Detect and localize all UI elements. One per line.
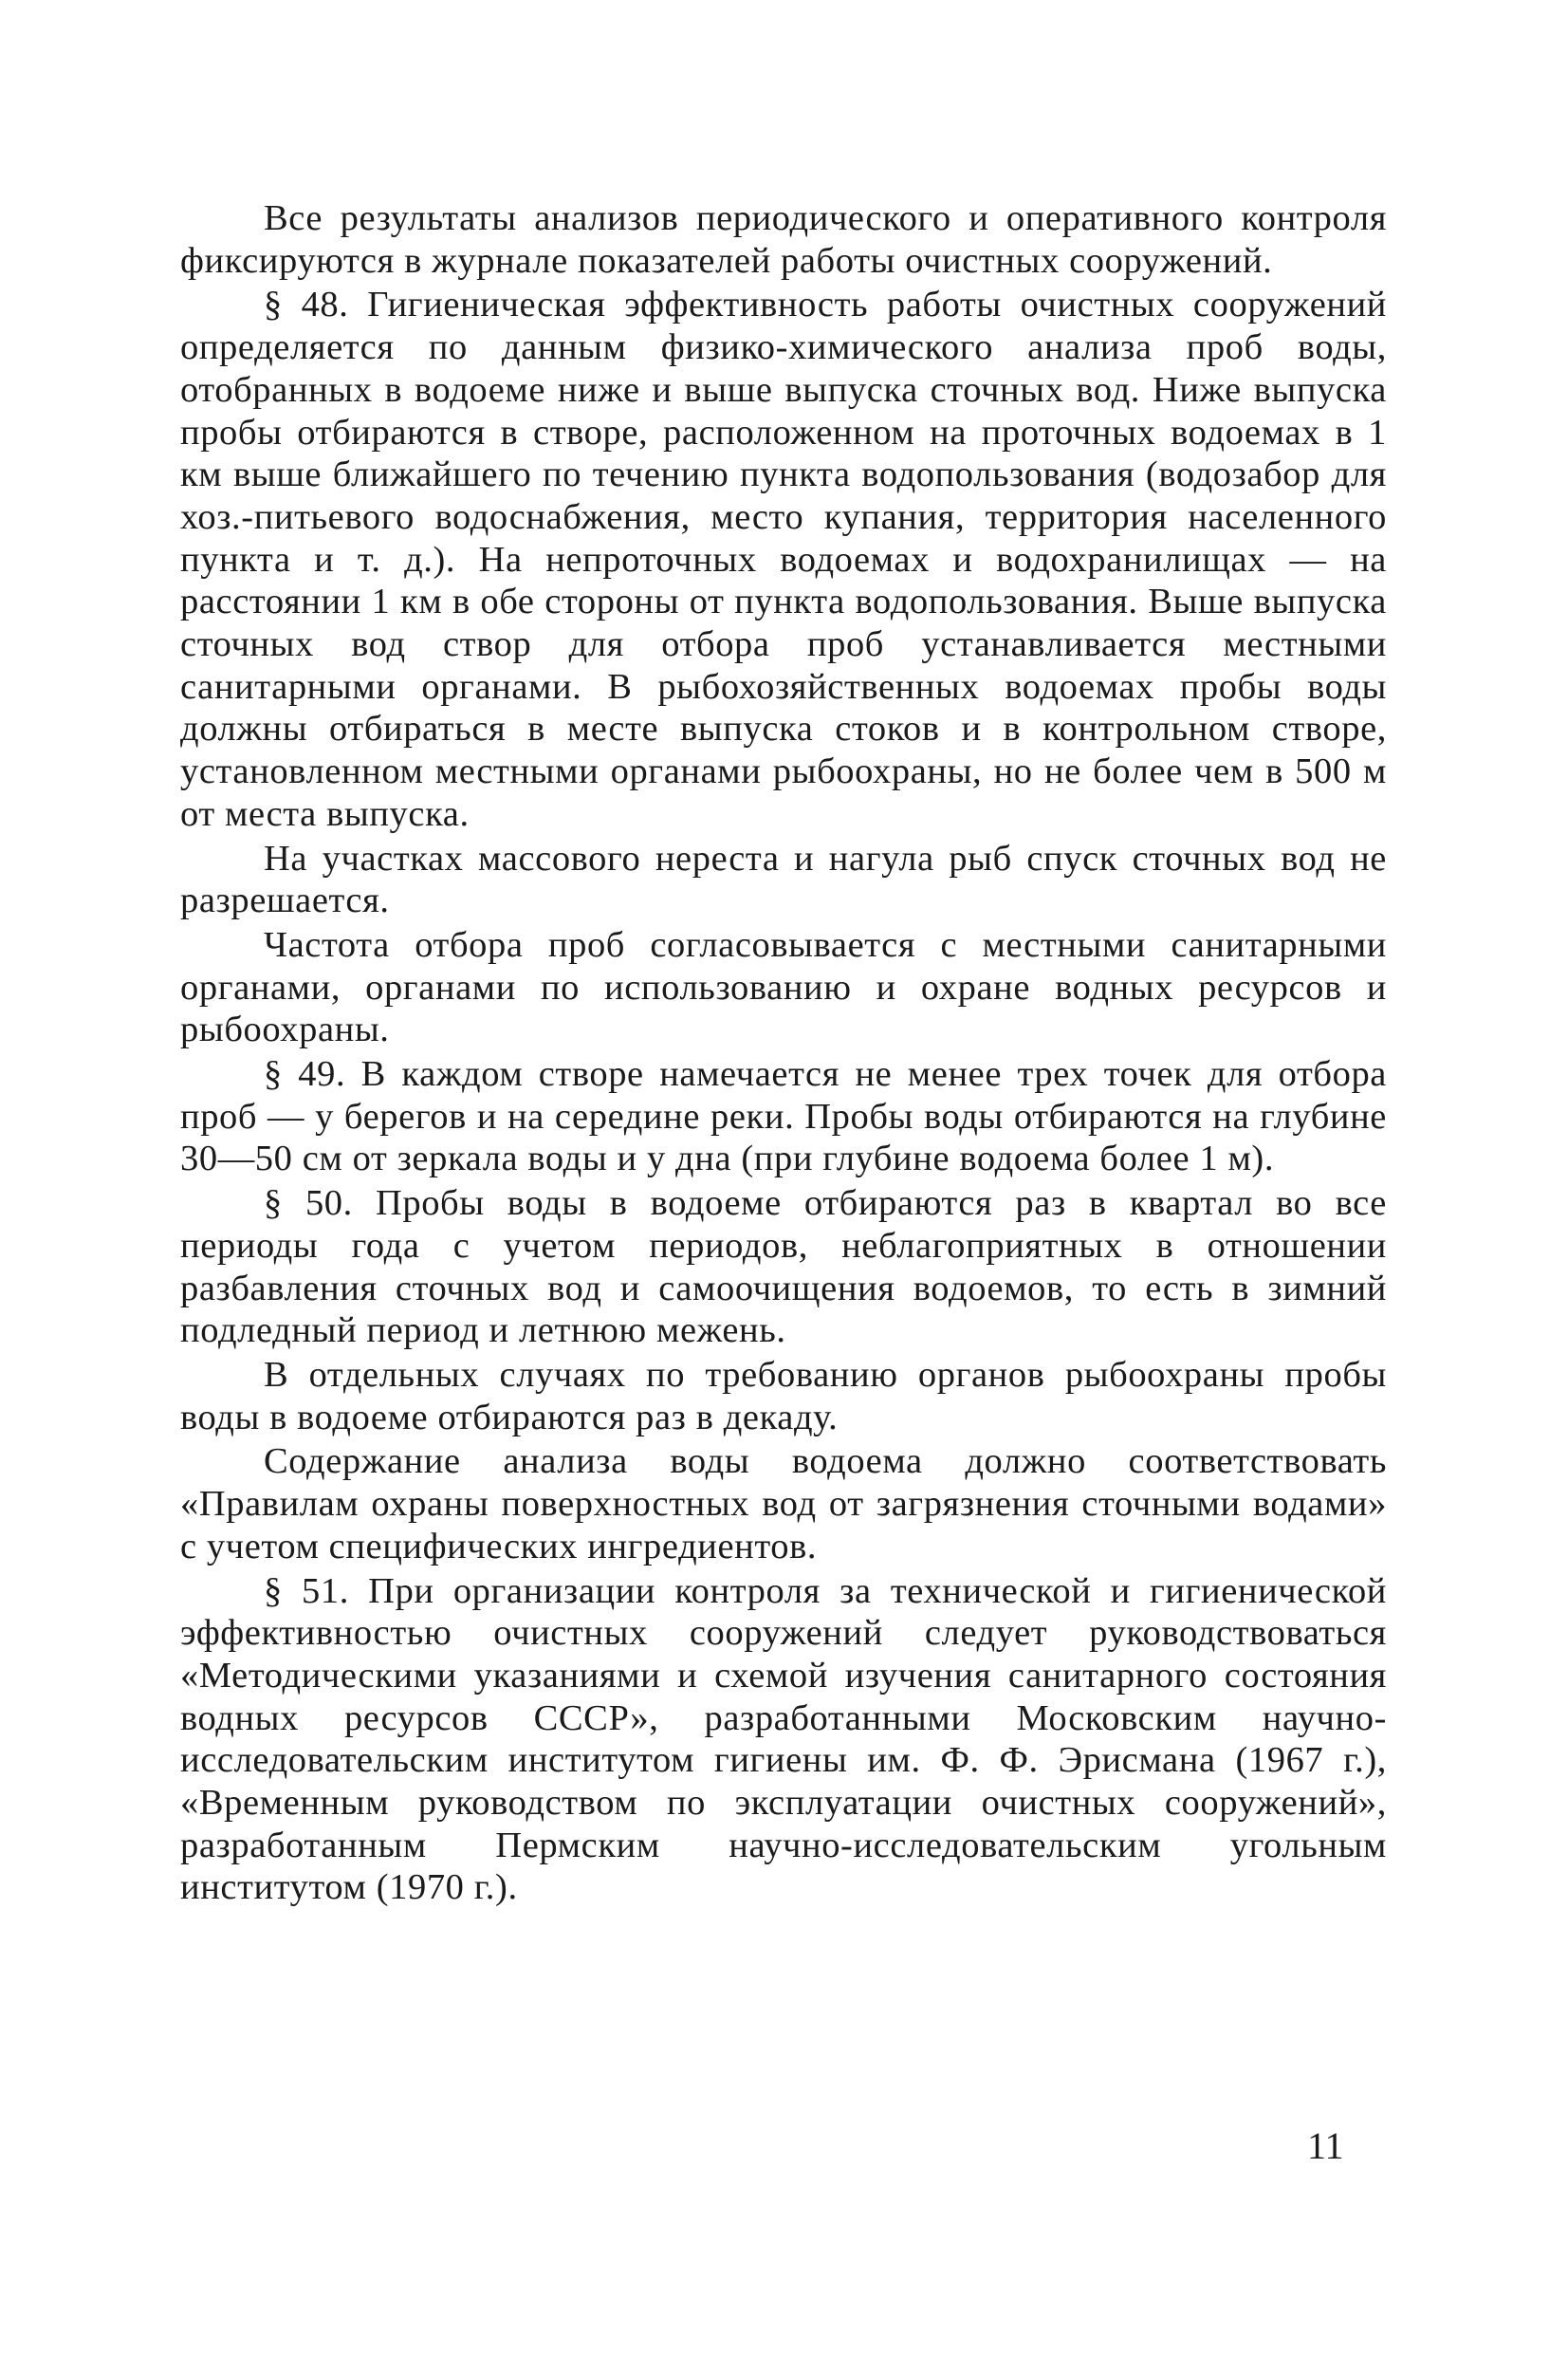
paragraph-results-recording: Все результаты анализов периодического и оперативного контроля фиксируются в журнале показателей работы очистных сооружений.	[180, 198, 1387, 281]
paragraph-section-48: § 48. Гигиеническая эффективность работы очистных сооружений определяется по данным физико-химического анализа проб воды, отобранных в водоеме ниже и выше выпуска сточных вод. Ниже выпуска пробы отбираются в створе, расположенном на проточных водоемах в 1 км выше ближайшего по течению пункта водопользования (водозабор для хоз.-питьевого водоснабжения, место купания, территория населенного пункта и т. д.). На непроточных водоемах и водохранилищах — на расстоянии 1 км в обе стороны от пункта водопользования. Выше выпуска сточных вод створ для отбора проб устанавливается местными санитарными органами. В рыбохозяйственных водоемах пробы воды должны отбираться в месте выпуска стоков и в контрольном створе, установленном местными органами рыбоохраны, но не более чем в 500 м от места выпуска.	[180, 285, 1387, 834]
body-text	[180, 197, 1387, 1911]
paragraph-decade-sampling: В отдельных случаях по требованию органов рыбоохраны пробы воды в водоеме отбираются раз в декаду.	[180, 1354, 1387, 1437]
paragraph-section-50: § 50. Пробы воды в водоеме отбираются раз в квартал во все периоды года с учетом периодов, неблагоприятных в отношении разбавления сточных вод и самоочищения водоемов, то есть в зимний подледный период и летнюю межень.	[180, 1183, 1387, 1351]
paragraph-analysis-content: Содержание анализа воды водоема должно соответствовать «Правилам охраны поверхностных вод от загрязнения сточными водами» с учетом специфических ингредиентов.	[180, 1441, 1387, 1566]
page-number: 11	[1307, 2124, 1344, 2167]
paragraph-spawning-areas: На участках массового нереста и нагула рыб спуск сточных вод не разрешается.	[180, 838, 1387, 921]
paragraph-sampling-frequency: Частота отбора проб согласовывается с местными санитарными органами, органами по использованию и охране водных ресурсов и рыбоохраны.	[180, 924, 1387, 1050]
paragraph-section-49: § 49. В каждом створе намечается не менее трех точек для отбора проб — у берегов и на середине реки. Пробы воды отбираются на глубине 30—50 см от зеркала воды и у дна (при глубине водоема более 1 м).	[180, 1054, 1387, 1179]
paragraph-section-51: § 51. При организации контроля за технической и гигиенической эффективностью очистных сооружений следует руководствоваться «Методическими указаниями и схемой изучения санитарного состояния водных ресурсов СССР», разработанными Московским научно-исследовательским институтом гигиены им. Ф. Ф. Эрисмана (1967 г.), «Временным руководством по эксплуатации очистных сооружений», разработанным Пермским научно-исследовательским угольным институтом (1970 г.).	[180, 1570, 1387, 1908]
